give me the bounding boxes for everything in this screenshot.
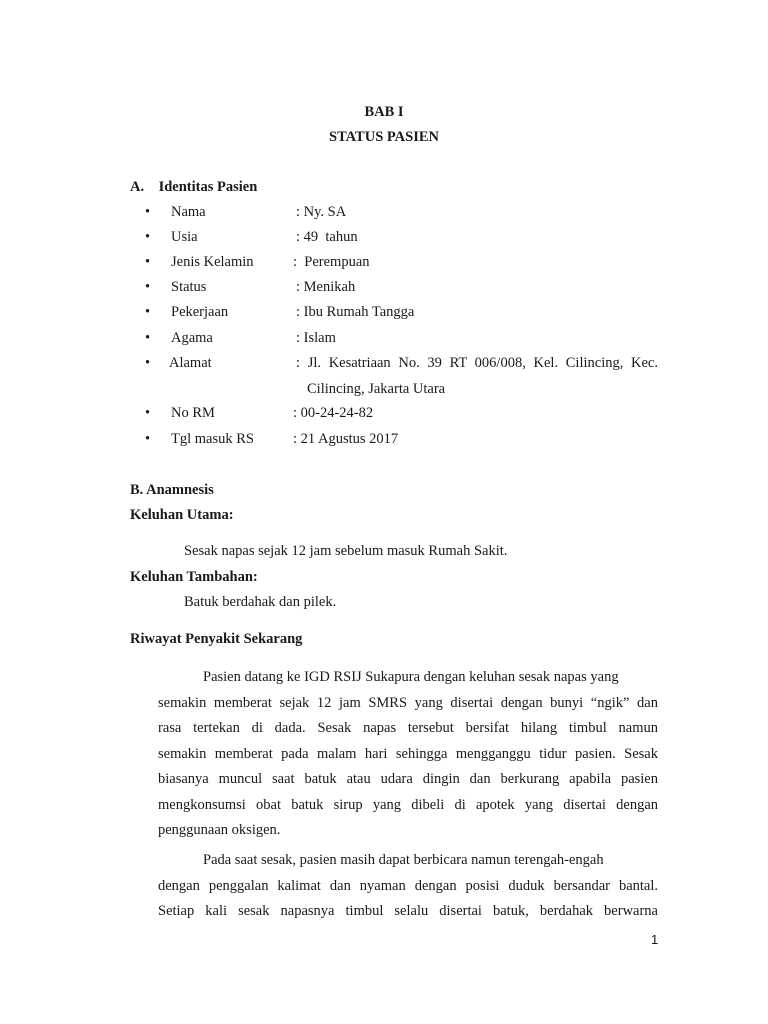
identity-label: Status <box>171 279 207 295</box>
paragraph-line: Setiap kali sesak napasnya timbul selalu disertai batuk, berdahak berwarna <box>158 903 658 919</box>
bullet: • <box>145 355 151 371</box>
bullet: • <box>145 279 151 295</box>
section-a-title: A. Identitas Pasien <box>130 179 258 195</box>
paragraph-line: mengkonsumsi obat batuk sirup yang dibeli di apotek yang disertai dengan <box>158 796 658 813</box>
bullet: • <box>145 254 151 270</box>
identity-label: No RM <box>171 405 215 421</box>
identity-value: : Jl. Kesatriaan No. 39 RT 006/008, Kel. Cilincing, Kec. <box>296 355 658 371</box>
paragraph-line: dengan penggalan kalimat dan nyaman dengan posisi duduk bersandar bantal. <box>158 877 658 894</box>
identity-row-pekerjaan <box>0 304 768 324</box>
identity-value-continued: Cilincing, Jakarta Utara <box>307 381 446 397</box>
identity-value: : 21 Agustus 2017 <box>293 431 399 447</box>
paragraph-line: semakin memberat pada malam hari sehingga mengganggu tidur pasien. Sesak <box>158 745 658 762</box>
paragraph-line: penggunaan oksigen. <box>158 822 281 838</box>
paragraph-line: Pasien datang ke IGD RSIJ Sukapura dengan keluhan sesak napas yang <box>203 669 619 685</box>
identity-row-no-rm <box>0 405 768 425</box>
identity-row-agama <box>0 330 768 350</box>
keluhan-utama-label: Keluhan Utama: <box>130 507 234 523</box>
identity-value: : Perempuan <box>293 254 370 270</box>
identity-row-status <box>0 279 768 299</box>
keluhan-tambahan-text: Batuk berdahak dan pilek. <box>184 594 337 610</box>
riwayat-penyakit-label: Riwayat Penyakit Sekarang <box>130 631 303 647</box>
identity-label: Agama <box>171 330 213 346</box>
paragraph-line: rasa tertekan di dada. Sesak napas tersebut bersifat hilang timbul namun <box>158 720 658 736</box>
bullet: • <box>145 204 151 220</box>
keluhan-utama-text: Sesak napas sejak 12 jam sebelum masuk Rumah Sakit. <box>184 543 508 559</box>
identity-label: Nama <box>171 204 206 220</box>
riwayat-paragraph-1 <box>158 665 658 844</box>
identity-row-alamat <box>0 355 768 401</box>
identity-label: Jenis Kelamin <box>171 254 254 270</box>
paragraph-line: Pada saat sesak, pasien masih dapat berbicara namun terengah-engah <box>203 852 604 868</box>
paragraph-line: biasanya muncul saat batuk atau udara dingin dan berkurang apabila pasien <box>158 771 658 787</box>
identity-value: : 49 tahun <box>296 229 358 245</box>
bullet: • <box>145 304 151 320</box>
identity-row-nama <box>0 204 768 224</box>
identity-label: Tgl masuk RS <box>171 431 254 447</box>
identity-value: : Ibu Rumah Tangga <box>296 304 415 320</box>
identity-value: : 00-24-24-82 <box>293 405 374 421</box>
bullet: • <box>145 431 151 447</box>
identity-value: : Menikah <box>296 279 356 295</box>
riwayat-paragraph-2 <box>158 848 658 925</box>
page-title: STATUS PASIEN <box>329 129 439 145</box>
identity-label: Usia <box>171 229 198 245</box>
identity-value: : Ny. SA <box>296 204 347 220</box>
identity-row-tgl-masuk <box>0 431 768 451</box>
identity-value: : Islam <box>296 330 336 346</box>
identity-label: Pekerjaan <box>171 304 229 320</box>
bullet: • <box>145 229 151 245</box>
paragraph-line: semakin memberat sejak 12 jam SMRS yang disertai dengan bunyi “ngik” dan <box>158 694 658 711</box>
identity-row-jenis-kelamin <box>0 254 768 274</box>
chapter-heading: BAB I <box>364 104 404 120</box>
section-b-title: B. Anamnesis <box>130 482 214 498</box>
bullet: • <box>145 405 151 421</box>
identity-label: Alamat <box>169 355 212 371</box>
keluhan-tambahan-label: Keluhan Tambahan: <box>130 569 258 585</box>
page-number: 1 <box>651 932 659 947</box>
identity-row-usia <box>0 229 768 249</box>
bullet: • <box>145 330 151 346</box>
